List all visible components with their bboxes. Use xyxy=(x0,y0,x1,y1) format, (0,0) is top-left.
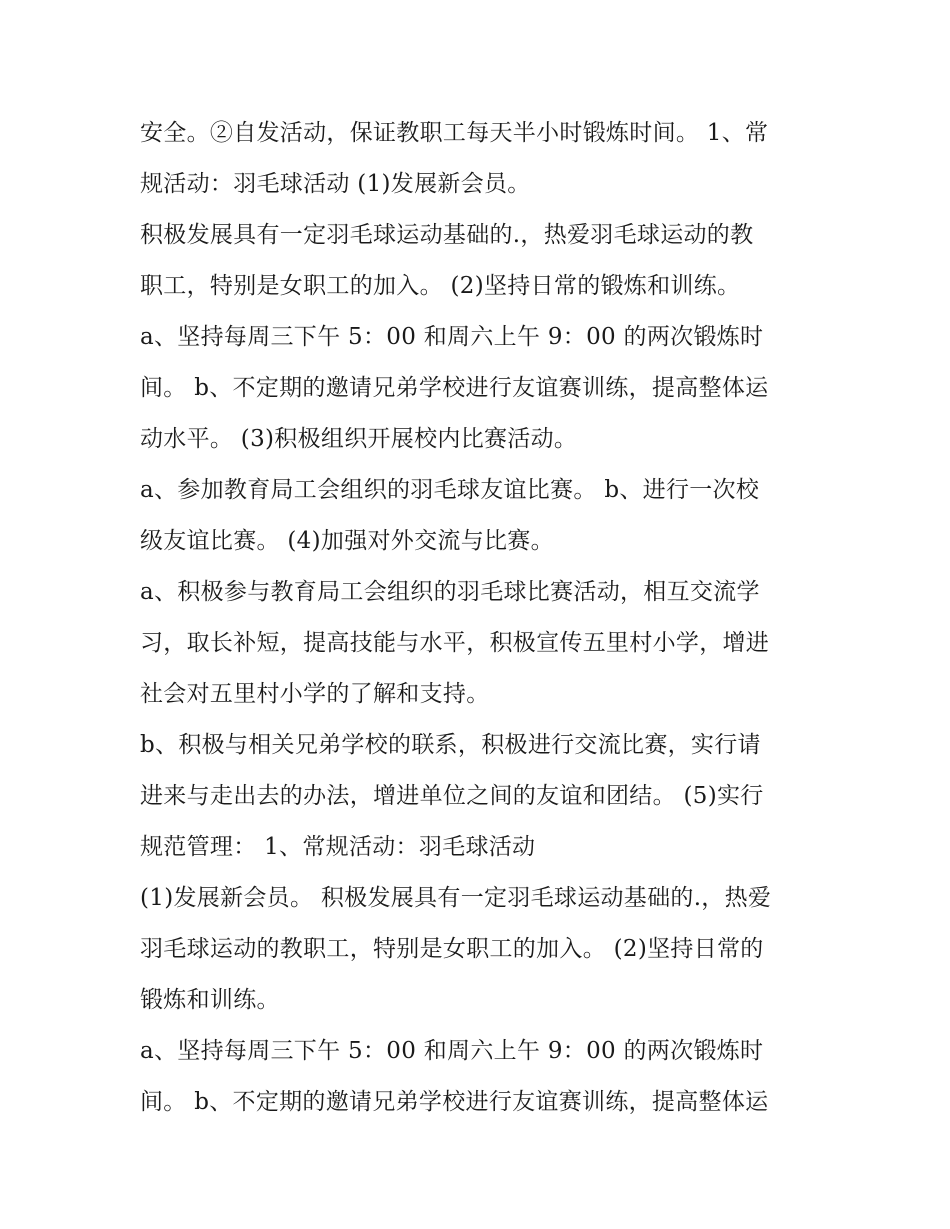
text-line: 规范管理： 1、常规活动：羽毛球活动 xyxy=(140,834,536,860)
text-line: 锻炼和训练。 xyxy=(140,987,280,1013)
text-line: 级友谊比赛。 (4)加强对外交流与比赛。 xyxy=(140,528,554,554)
text-line: 职工，特别是女职工的加入。 (2)坚持日常的锻炼和训练。 xyxy=(140,273,741,299)
text-line: 动水平。 (3)积极组织开展校内比赛活动。 xyxy=(140,426,578,452)
text-line: 积极发展具有一定羽毛球运动基础的.，热爱羽毛球运动的教 xyxy=(140,222,754,248)
text-line: 安全。②自发活动，保证教职工每天半小时锻炼时间。 1、常 xyxy=(140,120,769,146)
text-line: (1)发展新会员。 积极发展具有一定羽毛球运动基础的.，热爱 xyxy=(140,885,772,911)
text-line: 规活动：羽毛球活动 (1)发展新会员。 xyxy=(140,171,531,197)
text-line: a、参加教育局工会组织的羽毛球友谊比赛。 b、进行一次校 xyxy=(140,477,760,503)
text-line: 羽毛球运动的教职工，特别是女职工的加入。 (2)坚持日常的 xyxy=(140,936,764,962)
text-line: a、坚持每周三下午 5：00 和周六上午 9：00 的两次锻炼时 xyxy=(140,1038,764,1064)
text-line: 间。 b、不定期的邀请兄弟学校进行友谊赛训练，提高整体运 xyxy=(140,1089,769,1115)
text-line: 进来与走出去的办法，增进单位之间的友谊和团结。 (5)实行 xyxy=(140,783,764,809)
text-line: b、积极与相关兄弟学校的联系，积极进行交流比赛，实行请 xyxy=(140,732,761,758)
text-line: a、坚持每周三下午 5：00 和周六上午 9：00 的两次锻炼时 xyxy=(140,324,764,350)
text-line: 间。 b、不定期的邀请兄弟学校进行友谊赛训练，提高整体运 xyxy=(140,375,769,401)
document-body xyxy=(140,108,820,1128)
text-line: 社会对五里村小学的了解和支持。 xyxy=(140,681,490,707)
text-line: a、积极参与教育局工会组织的羽毛球比赛活动，相互交流学 xyxy=(140,579,760,605)
text-line: 习，取长补短，提高技能与水平，积极宣传五里村小学，增进 xyxy=(140,630,770,656)
